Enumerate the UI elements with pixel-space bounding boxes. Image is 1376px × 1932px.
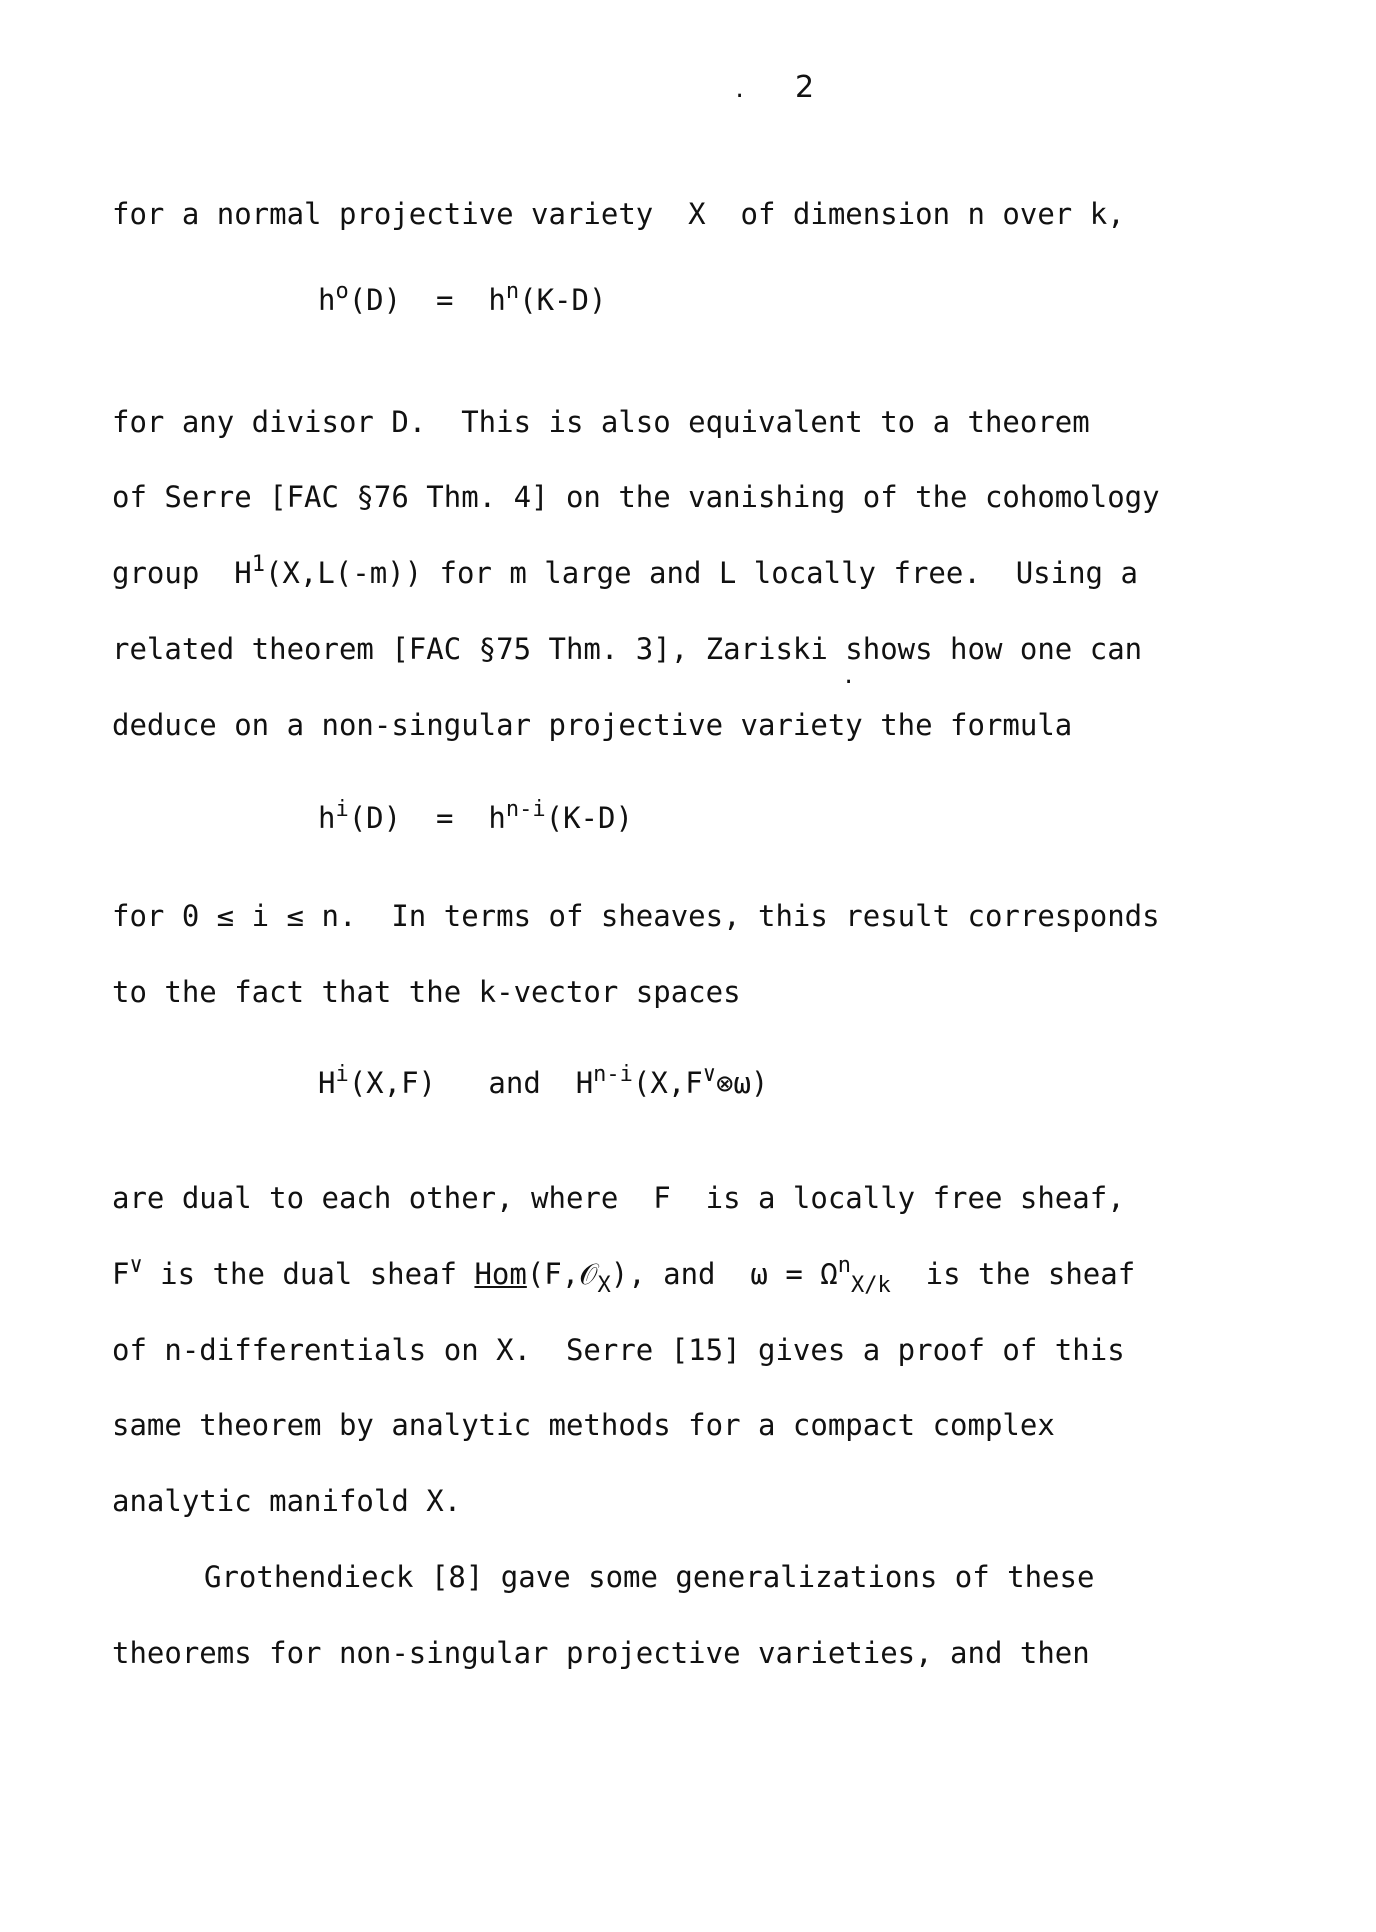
equation-1: $h^o(D) = h^n(K-D)$ [318, 279, 607, 317]
text-line: F∨ is the dual sheaf Hom(F,𝒪$_X$), and $\omega = \Omega^n_{X/k}$ is the sheaf [112, 1253, 1136, 1298]
text-line: to the fact that the k-vector spaces [112, 975, 741, 1009]
stray-mark: . [733, 78, 747, 103]
stray-mark: . [842, 664, 856, 689]
text-line: same theorem by analytic methods for a compact complex [112, 1408, 1055, 1442]
text-line: group $H^1(X,L(-m))$ for m large and L locally free. Using a [112, 552, 1138, 590]
text-line: for 0 ≤ i ≤ n. In terms of sheaves, this result corresponds [112, 899, 1160, 933]
text-line: related theorem [FAC §75 Thm. 3], Zariski shows how one can [112, 632, 1143, 666]
text-line: are dual to each other, where F is a locally free sheaf, [112, 1181, 1125, 1215]
text-line: theorems for non-singular projective varieties, and then [112, 1636, 1090, 1670]
page-number: 2 [795, 70, 815, 105]
text-line: of Serre [FAC §76 Thm. 4] on the vanishing of the cohomology [112, 480, 1160, 514]
text-line: of n-differentials on X. Serre [15] gives a proof of this [112, 1333, 1125, 1367]
text-line: for any divisor D. This is also equivalent to a theorem [112, 405, 1090, 439]
text-line: for a normal projective variety X of dimension n over k, [112, 197, 1125, 231]
text-line: analytic manifold X. [112, 1484, 462, 1518]
equation-2: $h^i(D) = h^{n-i}(K-D)$ [318, 797, 633, 835]
text-line: Grothendieck [8] gave some generalizations of these [204, 1560, 1095, 1594]
equation-3: $H^i(X,F)$ and $H^{n-i}(X,F^\vee\otimes\omega)$ [318, 1062, 769, 1100]
text-line: deduce on a non-singular projective variety the formula [112, 708, 1073, 742]
